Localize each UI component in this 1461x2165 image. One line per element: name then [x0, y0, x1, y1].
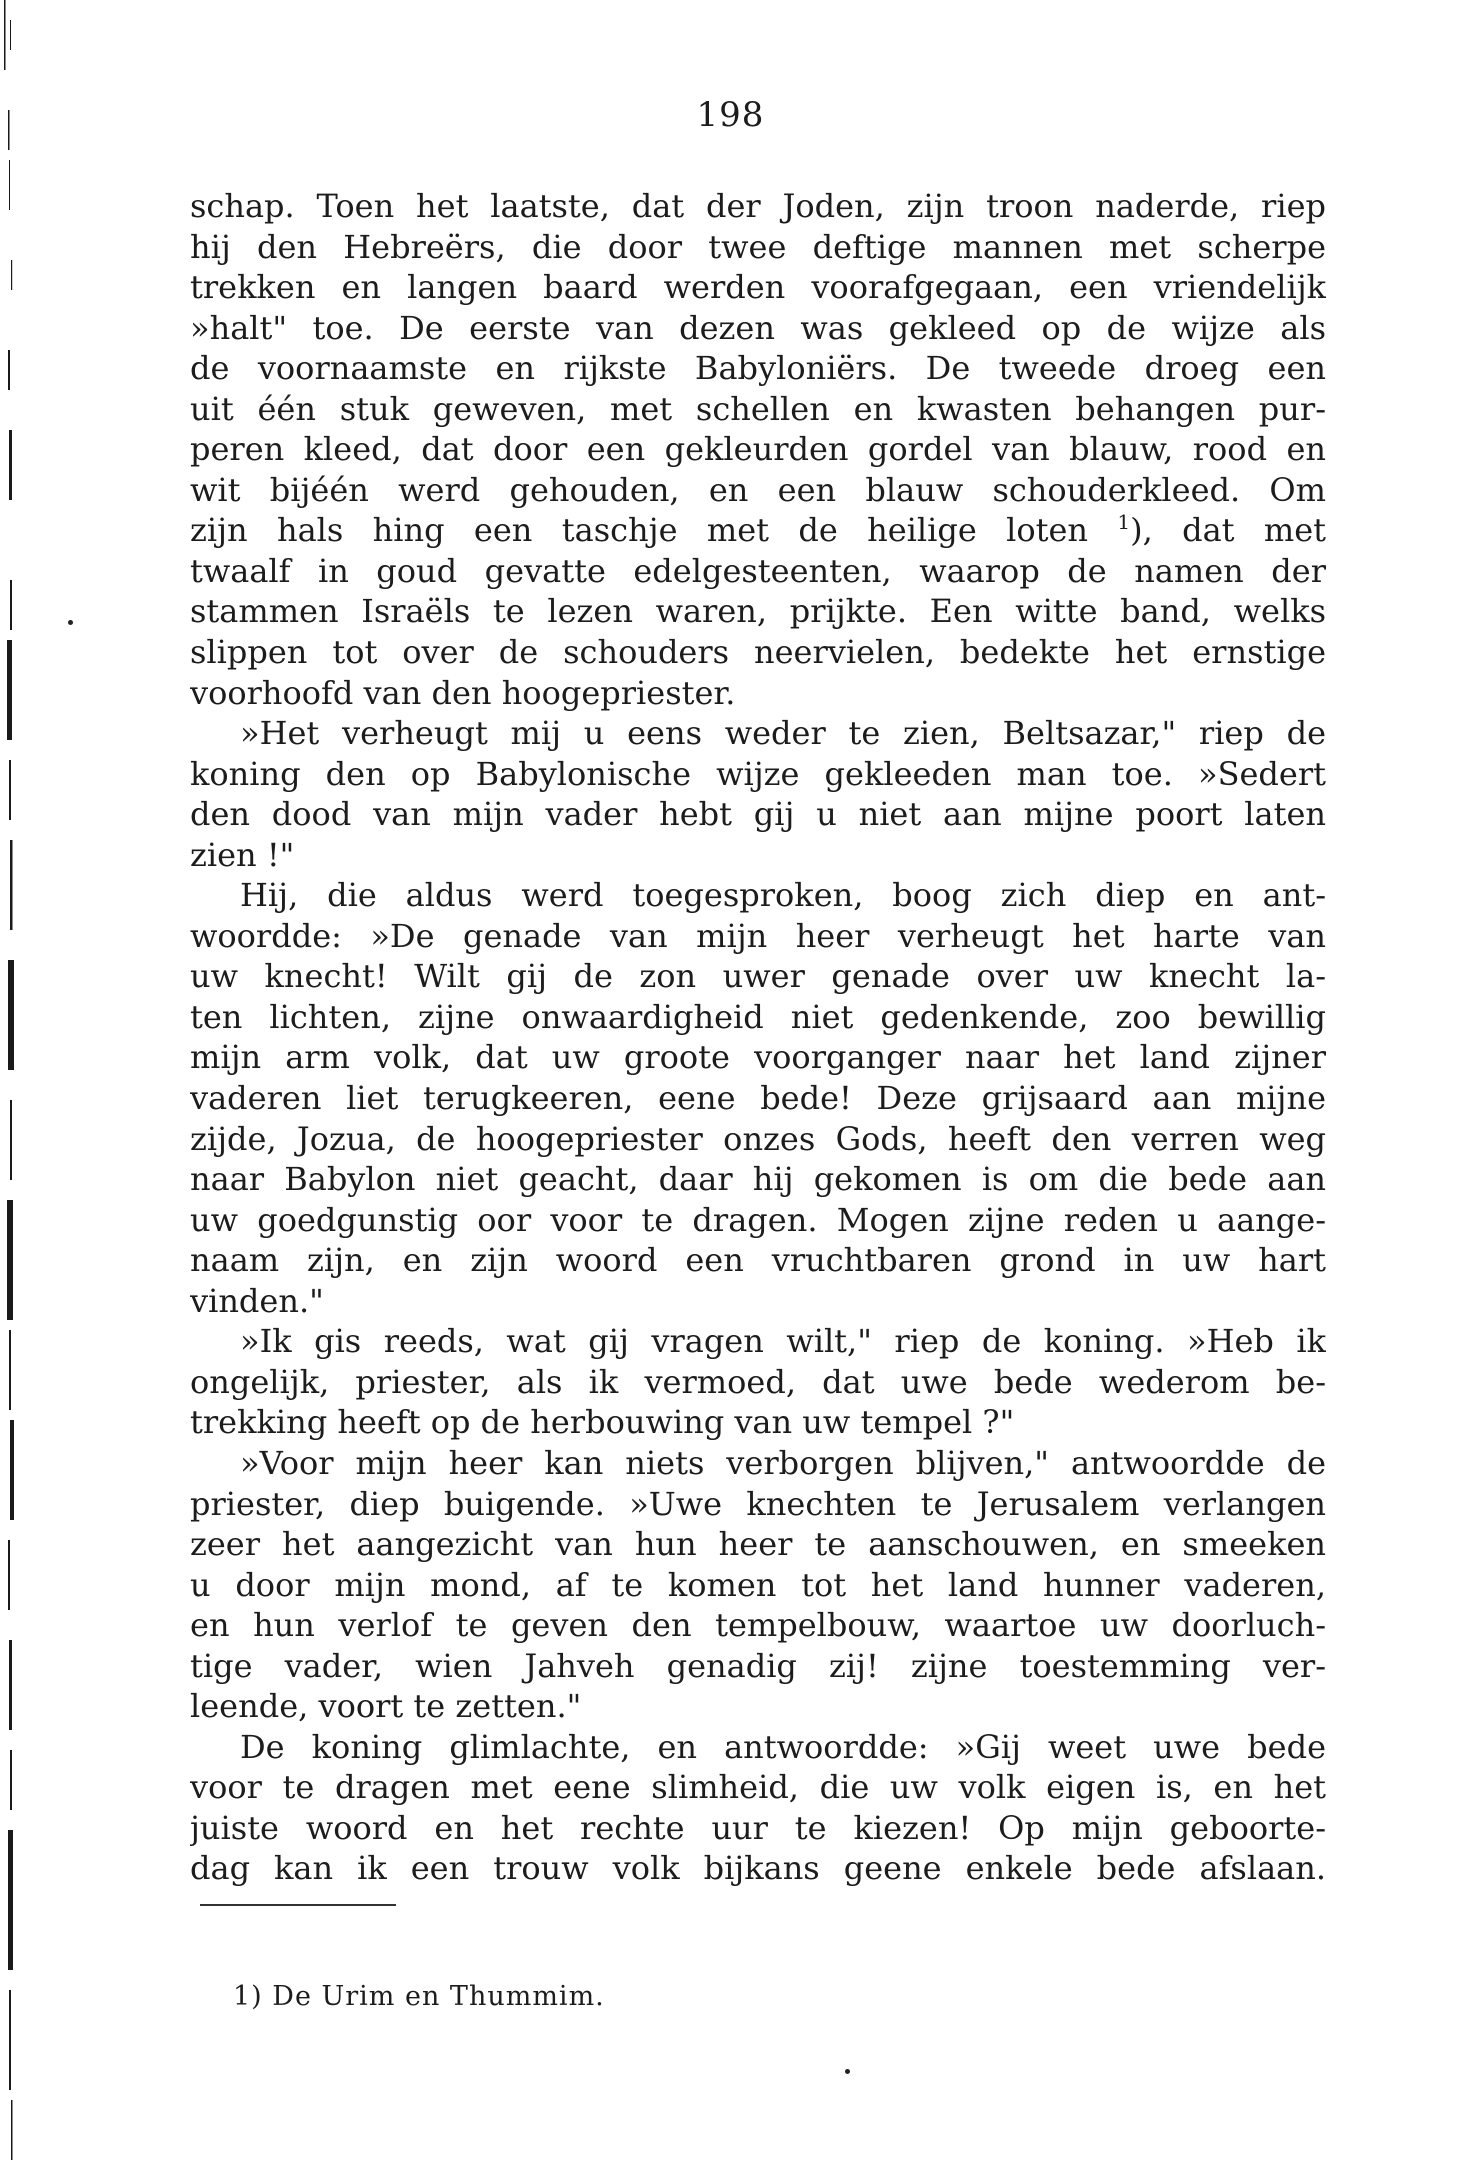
line-text: zien !" [190, 835, 295, 874]
line-text: naar Babylon niet geacht, daar hij gekomen is om die bede aan [190, 1160, 1326, 1199]
footnote-reference[interactable]: 1 [1117, 510, 1131, 535]
line-text: hij den Hebreërs, die door twee deftige mannen met scherpe [190, 227, 1326, 266]
print-speck [68, 620, 73, 625]
line-text: trekken en langen baard werden voorafgegaan, een vriendelijk [190, 268, 1326, 307]
text-line [190, 429, 1326, 470]
line-text: ongelijk, priester, als ik vermoed, dat uwe bede wederom be- [190, 1362, 1326, 1401]
line-text: mijn arm volk, dat uw groote voorganger naar het land zijner [190, 1038, 1326, 1077]
line-text: priester, diep buigende. »Uwe knechten te Jerusalem verlangen [190, 1484, 1326, 1523]
line-text: en hun verlof te geven den tempelbouw, waartoe uw doorluch- [190, 1606, 1326, 1645]
line-text: »Ik gis reeds, wat gij vragen wilt," riep de koning. »Heb ik [240, 1322, 1326, 1361]
footnote-divider [200, 1904, 396, 1906]
line-text-continued: ), dat met [1130, 511, 1326, 550]
text-line [190, 1240, 1326, 1281]
text-line [190, 1808, 1326, 1849]
line-text: juiste woord en het rechte uur te kiezen! Op mijn geboorte- [190, 1808, 1326, 1847]
line-text: tige vader, wien Jahveh genadig zij! zijne toestemming ver- [190, 1646, 1326, 1685]
text-line [190, 1686, 1326, 1727]
text-line [190, 1362, 1326, 1403]
text-line [190, 470, 1326, 511]
page-number: 198 [696, 95, 765, 135]
line-text: schap. Toen het laatste, dat der Joden, zijn troon naderde, riep [190, 187, 1326, 225]
line-text: den dood van mijn vader hebt gij u niet aan mijne poort laten [190, 795, 1326, 834]
text-line [190, 389, 1326, 430]
text-line [190, 1119, 1326, 1160]
line-text: leende, voort te zetten." [190, 1687, 582, 1726]
text-line [190, 754, 1326, 795]
text-line [190, 1443, 1326, 1484]
line-text: Hij, die aldus werd toegesproken, boog zich diep en ant- [240, 876, 1326, 915]
text-line [190, 794, 1326, 835]
page-binding-edge [0, 0, 60, 2165]
text-line [190, 835, 1326, 876]
text-line [190, 1159, 1326, 1200]
line-text: slippen tot over de schouders neervielen, bedekte het ernstige [190, 633, 1326, 672]
line-text: u door mijn mond, af te komen tot het land hunner vaderen, [190, 1565, 1326, 1604]
text-line [190, 227, 1326, 268]
text-line [190, 308, 1326, 349]
text-line [190, 510, 1326, 551]
text-line [190, 1767, 1326, 1808]
line-text: De koning glimlachte, en antwoordde: »Gij weet uwe bede [240, 1727, 1326, 1766]
text-line [190, 1524, 1326, 1565]
line-text: trekking heeft op de herbouwing van uw tempel ?" [190, 1403, 1015, 1442]
line-text: wit bijéén werd gehouden, en een blauw schouderkleed. Om [190, 470, 1326, 509]
text-line [190, 632, 1326, 673]
text-line [190, 1646, 1326, 1687]
line-text: stammen Israëls te lezen waren, prijkte. Een witte band, welks [190, 592, 1326, 631]
body-text [190, 186, 1326, 1889]
line-text: zijde, Jozua, de hoogepriester onzes Gods, heeft den verren weg [190, 1119, 1326, 1158]
line-text: uw goedgunstig oor voor te dragen. Mogen zijne reden u aange- [190, 1200, 1326, 1239]
text-line [190, 875, 1326, 916]
line-text: woordde: »De genade van mijn heer verheugt het harte van [190, 916, 1326, 955]
line-text: koning den op Babylonische wijze gekleeden man toe. »Sedert [190, 754, 1326, 793]
line-text: ten lichten, zijne onwaardigheid niet gedenkende, zoo bewillig [190, 997, 1326, 1036]
line-text: »Het verheugt mij u eens weder te zien, Beltsazar," riep de [240, 714, 1326, 753]
line-text: vinden." [190, 1281, 324, 1320]
text-line [190, 1848, 1326, 1889]
line-text: vaderen liet terugkeeren, eene bede! Deze grijsaard aan mijne [190, 1079, 1326, 1118]
line-text: »Voor mijn heer kan niets verborgen blijven," antwoordde de [240, 1443, 1326, 1482]
text-line [190, 1078, 1326, 1119]
text-line [190, 997, 1326, 1038]
text-line [190, 1727, 1326, 1768]
text-line [190, 956, 1326, 997]
text-line [190, 267, 1326, 308]
text-line [190, 713, 1326, 754]
text-line [190, 916, 1326, 957]
text-line [190, 186, 1326, 227]
text-line [190, 1200, 1326, 1241]
text-line [190, 1484, 1326, 1525]
text-line [190, 1037, 1326, 1078]
text-line [190, 1605, 1326, 1646]
text-line [190, 591, 1326, 632]
line-text: de voornaamste en rijkste Babyloniërs. De tweede droeg een [190, 349, 1326, 388]
line-text: peren kleed, dat door een gekleurden gordel van blauw, rood en [190, 430, 1326, 469]
text-line [190, 1281, 1326, 1322]
print-speck [845, 2069, 850, 2074]
text-line [190, 551, 1326, 592]
line-text: naam zijn, en zijn woord een vruchtbaren grond in uw hart [190, 1241, 1326, 1280]
line-text: uit één stuk geweven, met schellen en kwasten behangen pur- [190, 389, 1326, 428]
text-line [190, 1321, 1326, 1362]
line-text: zijn hals hing een taschje met de heilige loten [190, 511, 1089, 550]
text-line [190, 1565, 1326, 1606]
line-text: uw knecht! Wilt gij de zon uwer genade over uw knecht la- [190, 957, 1326, 996]
footnote: 1) De Urim en Thummim. [233, 1981, 605, 2012]
text-line [190, 1402, 1326, 1443]
text-line [190, 673, 1326, 714]
line-text: voor te dragen met eene slimheid, die uw volk eigen is, en het [190, 1768, 1326, 1807]
line-text: twaalf in goud gevatte edelgesteenten, waarop de namen der [190, 551, 1326, 590]
line-text: »halt" toe. De eerste van dezen was gekleed op de wijze als [190, 308, 1326, 347]
line-text: zeer het aangezicht van hun heer te aanschouwen, en smeeken [190, 1525, 1326, 1564]
text-line [190, 348, 1326, 389]
line-text: voorhoofd van den hoogepriester. [190, 673, 736, 712]
line-text: dag kan ik een trouw volk bijkans geene enkele bede afslaan. [190, 1849, 1326, 1888]
